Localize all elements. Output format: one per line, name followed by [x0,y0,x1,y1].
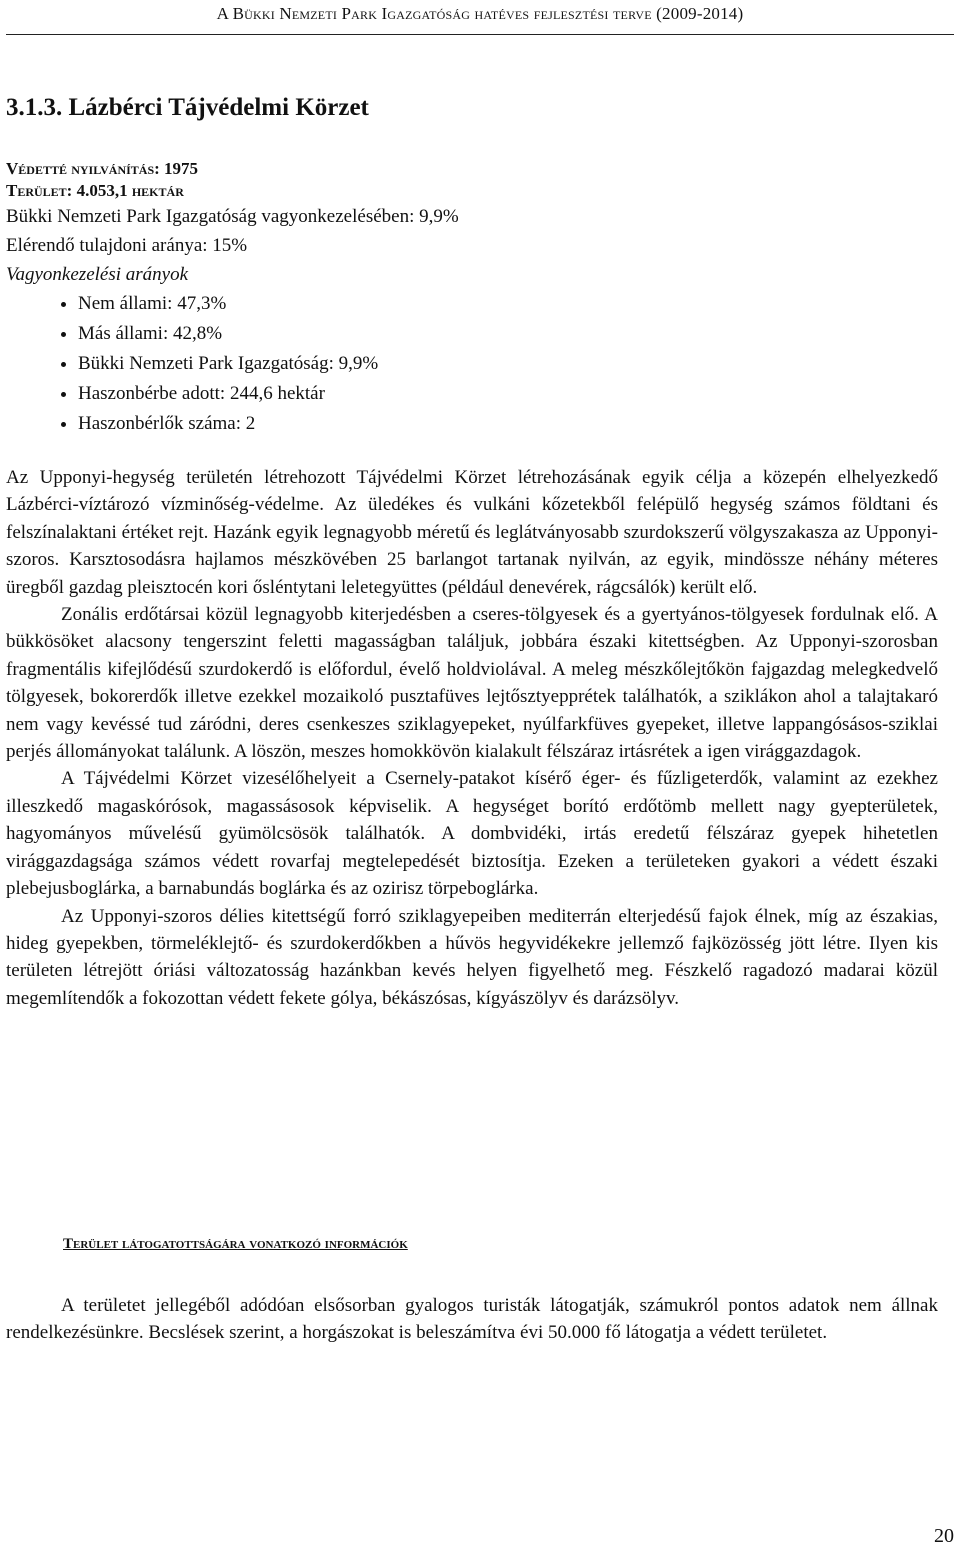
description-paragraph: Az Upponyi-hegység területén létrehozott Tájvédelmi Körzet létrehozásának egyik célja a közepén elhelyezkedő Lázbérci-víztározó vízminőség-védelme. Az üledékes és vulkáni kőzetekből felépülő hegység számos földtani és felszínalaktani értéket rejt. Hazánk egyik legnagyobb méretű és leglátványosabb szurdokszerű völgyszakasza az Upponyi-szoros. Karsztosodásra hajlamos mészkövében 25 barlangot tartanak nyilván, az egyik, mindössze néhány méteres üregből gazdag pleisztocén kori ősléntytani leletegyüttes (például denevérek, rágcsálók) került elő. [6,467,938,598]
protected-area-facts [6,158,946,439]
description-paragraph: Zonális erdőtársai közül legnagyobb kiterjedésben a cseres-tölgyesek és a gyertyános-tölgyesek fordulnak elő. A bükkösöket alacsony tengerszint feletti magasságban találjuk, jobbára északi kitettségben. Az Upponyi-szorosban fragmentális kifejlődésű szurdokerdő is előfordul, évelő holdviolával. A meleg mészkőlejtőkön fajgazdag melegkedvelő tölgyesek, bokorerdők illetve ezekkel mozaikoló pusztafüves lejtősztyepprétek találhatók, a sziklákon ahol a talajtakaró nem vagy kevéssé tud záródni, deres csenkeszes sziklagyepeket, nyúlfarkfüves gyepeket, illetve lappangósásos-sziklai perjés állományokat találunk. A löszön, meszes homokkövön kialakult félszáraz irtásrétek a igen virággazdagok. [6,604,938,763]
visitor-paragraph: A területet jellegéből adódóan elsősorban gyalogos turisták látogatják, számukról pontos adatok nem állnak rendelkezésünkre. Becslések szerint, a horgászokat is beleszámítva évi 50.000 fő látogatja a védett területet. [6,1295,938,1344]
area-description [6,464,938,1012]
running-header: A Bükki Nemzeti Park Igazgatóság hatéves fejlesztési terve (2009-2014) [216,4,744,23]
page-number: 20 [934,1525,954,1547]
ratio-item: • Bükki Nemzeti Park Igazgatóság: 9,9% [78,349,946,379]
ratios-heading: Vagyonkezelési arányok [6,264,189,285]
ratio-item: • Haszonbérlők száma: 2 [78,409,946,439]
managed-share: Bükki Nemzeti Park Igazgatóság vagyonkezelésében: 9,9% [6,206,459,227]
ratio-item: • Más állami: 42,8% [78,319,946,349]
area-size: Terület: 4.053,1 hektár [6,181,184,200]
visitor-info-heading: Terület látogatottságára vonatkozó információk [63,1236,408,1252]
description-paragraph: Az Upponyi-szoros délies kitettségű forró sziklagyepeiben mediterrán elterjedésű fajok élnek, míg az északias, hideg gyepekben, törmeléklejtő- és szurdokerdőkben a hűvös hegyvidékekre jellemző fajközösség jött létre. Ilyen kis területen létrejött óriási változatosság hazánkban kevés helyen figyelhető meg. Fészkelő ragadozó madarai közül megemlítendők a fokozottan védett fekete gólya, békászósas, kígyászölyv és darázsölyv. [6,905,938,1009]
ratio-item: • Haszonbérbe adott: 244,6 hektár [78,379,946,409]
header-rule [6,34,954,35]
visitor-info [6,1292,938,1347]
ratio-item: • Nem állami: 47,3% [78,289,946,319]
ratios-list [6,289,946,439]
description-paragraph: A Tájvédelmi Körzet vizesélőhelyeit a Csernely-patakot kísérő éger- és fűzligeterdők, valamint az ezekhez illeszkedő magaskórósok, magassásosok képviselik. A hegységet borító erdőtömb mellett nagy gyepterületek, hagyományos művelésű gyümölcsösök találhatók. A dombvidéki, irtás eredetű félszáraz gyepek hihetetlen virággazdagsága számos védett rovarfaj megtelepedését biztosítja. Ezeken a területeken gyakori a védett északi plebejusboglárka, a barnabundás boglárka és az ozirisz törpeboglárka. [6,768,938,900]
target-ownership: Elérendő tulajdoni aránya: 15% [6,235,248,256]
declaration-year: Védetté nyilvánítás: 1975 [6,159,199,178]
section-title: 3.1.3. Lázbérci Tájvédelmi Körzet [6,94,369,121]
